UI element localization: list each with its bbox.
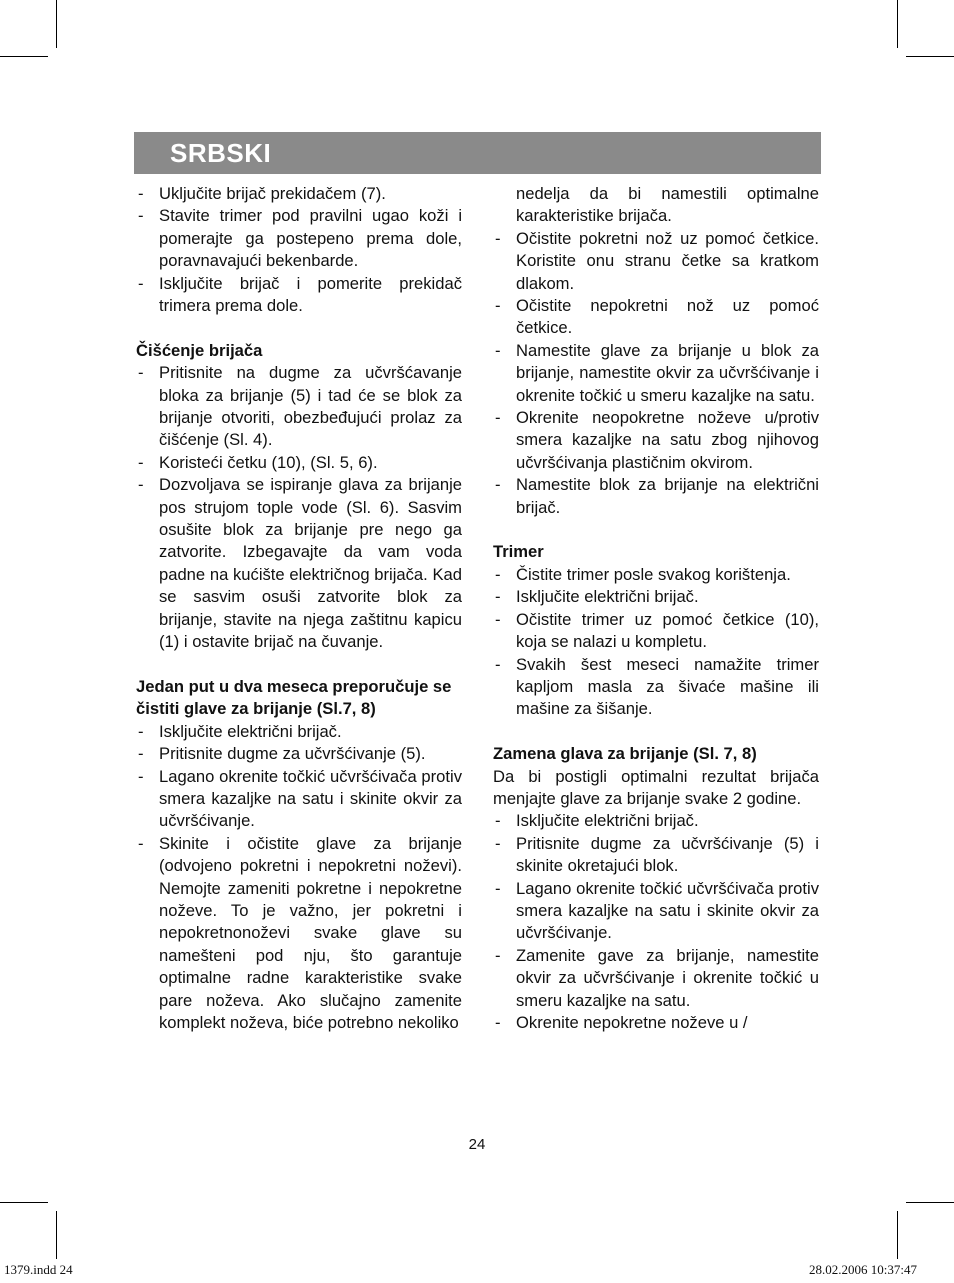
language-header-bar bbox=[134, 132, 821, 174]
list-item: - Očistite trimer uz pomoć četkice (10), koja se nalazi u kompletu. bbox=[493, 609, 819, 654]
list-item: - Očistite nepokretni nož uz pomoć četkice. bbox=[493, 295, 819, 340]
list-item: - Zamenite gave za brijanje, namestite okvir za učvršćivanje i okrenite točkić u smeru kazaljke na satu. bbox=[493, 945, 819, 1012]
list-item: - Uključite brijač prekidačem (7). bbox=[136, 183, 462, 205]
crop-mark bbox=[906, 1202, 954, 1203]
list-item: - Lagano okrenite točkić učvršćivača protiv smera kazaljke na satu i skinite okvir za učvršćivanje. bbox=[493, 878, 819, 945]
footer-file-label: 1379.indd 24 bbox=[4, 1262, 73, 1277]
section-heading: Trimer bbox=[493, 542, 544, 562]
list-item-continuation: nedelja da bi namestili optimalne karakteristike brijača. bbox=[516, 184, 819, 226]
crop-mark bbox=[56, 0, 57, 48]
section-heading: Zamena glava za brijanje (Sl. 7, 8) bbox=[493, 744, 757, 764]
crop-mark bbox=[0, 1202, 48, 1203]
crop-mark bbox=[897, 0, 898, 48]
section-heading: Čišćenje brijača bbox=[136, 340, 263, 360]
spacer bbox=[493, 519, 819, 541]
list-item: - Isključite električni brijač. bbox=[493, 586, 819, 608]
list-item: - Lagano okrenite točkić učvršćivača protiv smera kazaljke na satu i skinite okvir za učvršćivanje. bbox=[136, 766, 462, 833]
list-item: - Očistite pokretni nož uz pomoć četkice. Koristite onu stranu četke sa kratkom dlakom. bbox=[493, 228, 819, 295]
footer-datetime: 28.02.2006 10:37:47 bbox=[809, 1262, 917, 1277]
list-item: - Isključite električni brijač. bbox=[136, 721, 462, 743]
right-text-column bbox=[493, 183, 819, 1034]
section-heading: Jedan put u dva meseca preporučuje se čistiti glave za brijanje (Sl.7, 8) bbox=[136, 676, 452, 719]
list-item: - Dozvoljava se ispiranje glava za brijanje pos strujom tople vode (Sl. 6). Sasvim osušite blok za brijanje pre nego ga zatvorite. Izbegavajte da vam voda padne na kućište električnog brijača. Kad se sasvim osuši zatvorite blok za brijanje, stavite na njega zaštitnu kapicu (1) i ostavite brijač na čuvanje. bbox=[136, 474, 462, 653]
spacer bbox=[136, 317, 462, 339]
list-item: - Svakih šest meseci namažite trimer kapljom masla za šivaće mašine ili mašine za šišanje. bbox=[493, 654, 819, 721]
crop-mark bbox=[0, 56, 48, 57]
list-item: - Okrenite neopokretne noževe u/protiv smera kazaljke na satu zbog njihovog učvršćivanja plastičnim okvirom. bbox=[493, 407, 819, 474]
page-number: 24 bbox=[468, 1136, 486, 1153]
crop-mark bbox=[897, 1211, 898, 1259]
list-item: - Pritisnite na dugme za učvršćavanje bloka za brijanje (5) i tad će se blok za brijanje otvoriti, obezbeđujući prolaz za čišćenje (Sl. 4). bbox=[136, 362, 462, 452]
left-text-column bbox=[136, 183, 462, 1034]
list-item: - Pritisnite dugme za učvršćivanje (5). bbox=[136, 743, 462, 765]
list-item: - Isključite električni brijač. bbox=[493, 810, 819, 832]
page-title: SRBSKI bbox=[170, 138, 272, 168]
spacer bbox=[493, 721, 819, 743]
list-item: - Stavite trimer pod pravilni ugao koži i pomerajte ga postepeno prema dole, poravnavajući bekenbarde. bbox=[136, 205, 462, 272]
list-item: - Skinite i očistite glave za brijanje (odvojeno pokretni i nepokretni noževi). Nemojte zameniti pokretne i nepokretne noževe. To je važno, jer pokretni i nepokretnonoževi svake glave su namešteni pod nju, što garantuje optimalne radne karakteristike svake pare noževa. Ako slučajno zamenite komplekt noževa, biće potrebno nekoliko bbox=[136, 833, 462, 1035]
crop-mark bbox=[906, 56, 954, 57]
list-item: - Koristeći četku (10), (Sl. 5, 6). bbox=[136, 452, 462, 474]
paragraph: Da bi postigli optimalni rezultat brijača menjajte glave za brijanje svake 2 godine. bbox=[493, 766, 819, 808]
list-item: - Namestite glave za brijanje u blok za brijanje, namestite okvir za učvršćivanje i okrenite točkić u smeru kazaljke na satu. bbox=[493, 340, 819, 407]
list-item: - Isključite brijač i pomerite prekidač trimera prema dole. bbox=[136, 273, 462, 318]
list-item: - Pritisnite dugme za učvršćivanje (5) i skinite okretajući blok. bbox=[493, 833, 819, 878]
list-item: - Namestite blok za brijanje na električni brijač. bbox=[493, 474, 819, 519]
list-item: - Okrenite nepokretne noževe u / bbox=[493, 1012, 819, 1034]
list-item: - Čistite trimer posle svakog korištenja. bbox=[493, 564, 819, 586]
crop-mark bbox=[56, 1211, 57, 1259]
spacer bbox=[136, 654, 462, 676]
